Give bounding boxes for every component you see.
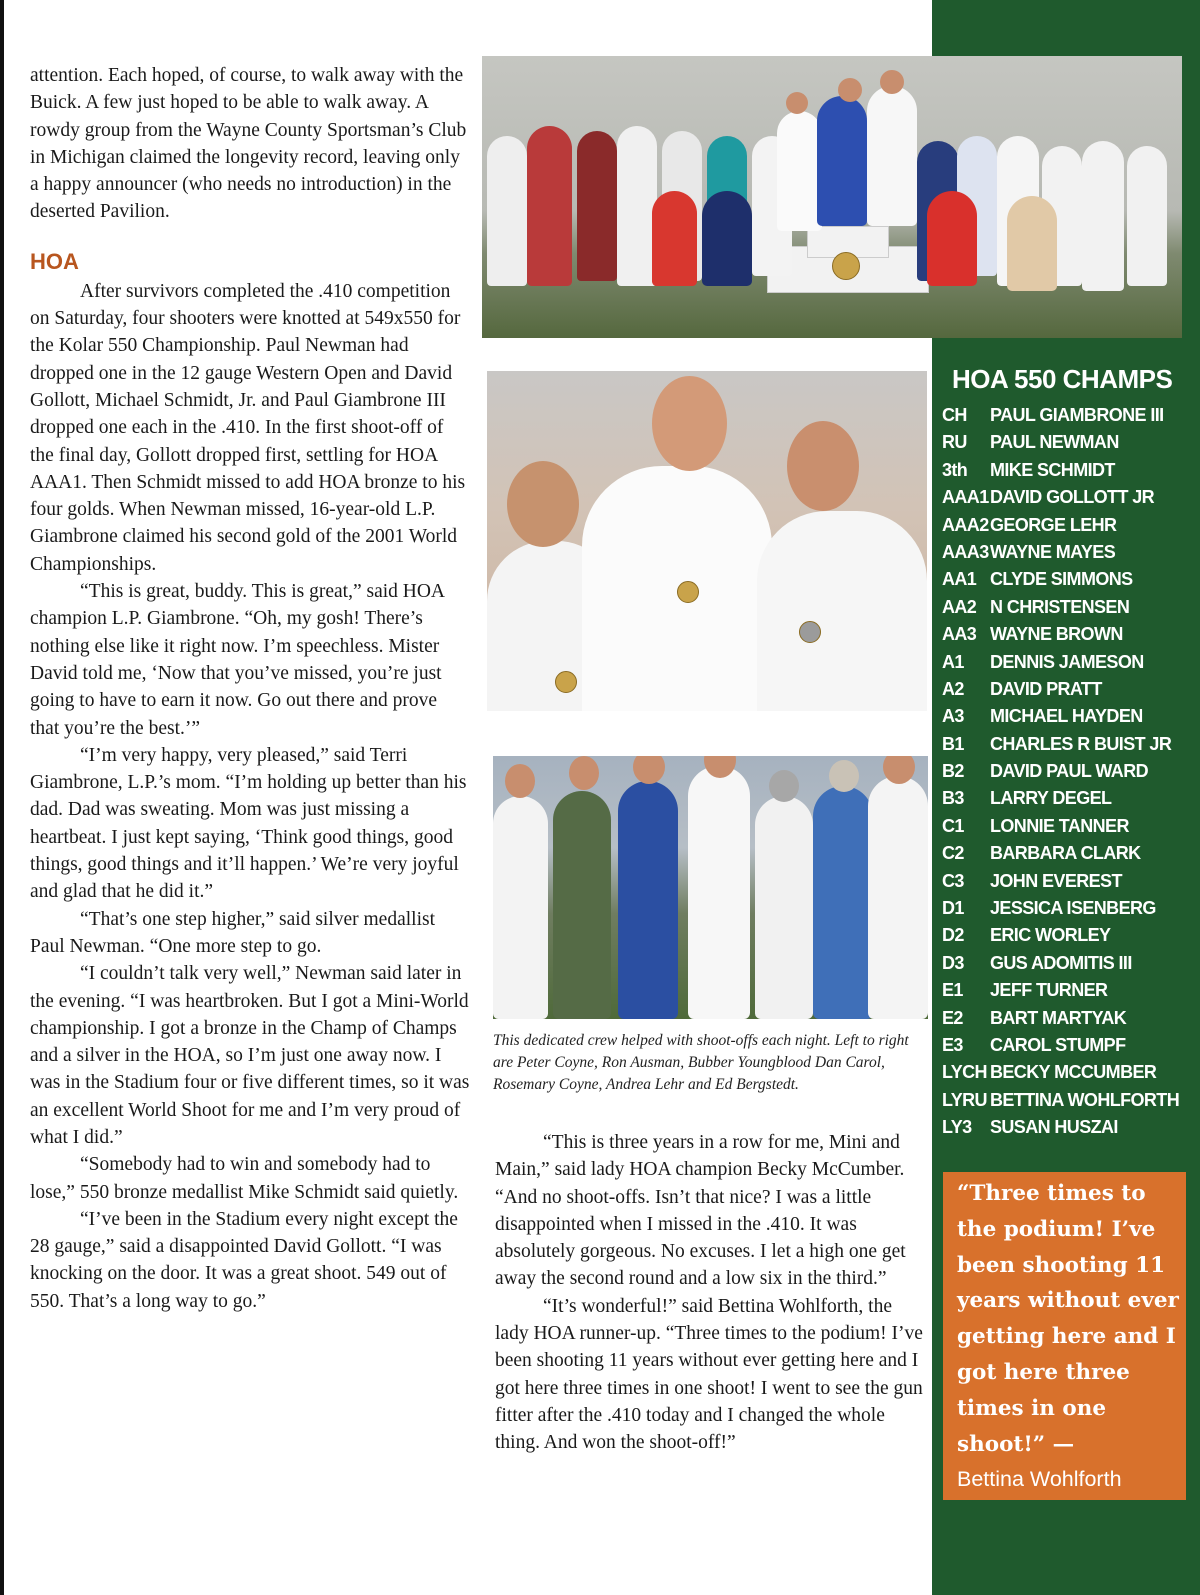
champion-class: A3 <box>942 706 964 727</box>
body-paragraph: “This is three years in a row for me, Mini and Main,” said lady HOA champion Becky McCumber. “And no shoot-offs. Isn’t that nice? I was a little disappointed when I missed in the .410. It was absolutely gorgeous. No excuses. I let a high one get away the second round and a low six in the third.” <box>495 1132 906 1290</box>
body-paragraph: “This is great, buddy. This is great,” said HOA champion L.P. Giambrone. “Oh, my gosh! There’s nothing else like it right now. I’m speechless. Mister David told me, ‘Now that you’ve missed, you’re just going to have to earn it now. Go out there and prove that you’re the best.’” <box>30 581 444 739</box>
champions-title: HOA 550 CHAMPS <box>952 364 1173 394</box>
article-left-column <box>30 62 470 1315</box>
champion-class: E2 <box>942 1007 963 1028</box>
champion-name: BETTINA WOHLFORTH <box>990 1089 1180 1110</box>
champion-class: LYCH <box>942 1062 987 1083</box>
champion-row <box>942 484 1192 511</box>
champion-class: A1 <box>942 651 964 672</box>
crew-photo <box>493 756 928 1019</box>
champion-row <box>942 868 1192 895</box>
champion-name: MICHAEL HAYDEN <box>990 706 1143 727</box>
champion-name: BART MARTYAK <box>990 1007 1127 1028</box>
champion-name: GEORGE LEHR <box>990 514 1117 535</box>
champion-name: CLYDE SIMMONS <box>990 569 1133 590</box>
champion-class: RU <box>942 432 967 453</box>
medal-icon <box>555 671 577 693</box>
pull-quote: “Three times to the podium! I’ve been shooting 11 years without ever getting here and I got here three times in one shoot!” — <box>957 1181 1179 1457</box>
champion-row <box>942 429 1192 456</box>
champion-name: LARRY DEGEL <box>990 788 1112 809</box>
lady-champions-photo <box>487 371 927 711</box>
champions-list <box>942 402 1192 1142</box>
champion-row <box>942 1005 1192 1032</box>
champion-row <box>942 731 1192 758</box>
body-paragraph: “It’s wonderful!” said Bettina Wohlforth, the lady HOA runner-up. “Three times to the podium! I’ve been shooting 11 years without ever getting here and I got here three times in one shoot! I went to see the gun fitter after the .410 today and I changed the whole thing. And won the shoot-off!” <box>495 1295 923 1454</box>
champion-row <box>942 977 1192 1004</box>
champion-name: GUS ADOMITIS III <box>990 952 1132 973</box>
champion-name: DENNIS JAMESON <box>990 651 1144 672</box>
champion-class: C1 <box>942 815 964 836</box>
champion-name: CHARLES R BUIST JR <box>990 733 1172 754</box>
champion-class: C3 <box>942 870 964 891</box>
champion-row <box>942 1032 1192 1059</box>
champion-row <box>942 922 1192 949</box>
champion-row <box>942 785 1192 812</box>
champion-row <box>942 758 1192 785</box>
intro-paragraph: attention. Each hoped, of course, to walk away with the Buick. A few just hoped to be able to walk away. A rowdy group from the Wayne County Sportsman’s Club in Michigan claimed the longevity record, leaving only a happy announcer (who needs no introduction) in the deserted Pavilion. <box>30 65 467 223</box>
champion-name: SUSAN HUSZAI <box>990 1117 1118 1138</box>
body-paragraph: “I couldn’t talk very well,” Newman said later in the evening. “I was heartbroken. But I got a Mini-World championship. I got a bronze in the Champ of Champs and a silver in the HOA, so I’m just one away now. I was in the Stadium four or five different times, so it was an excellent World Shoot for me and I’m very proud of what I did.” <box>30 963 470 1148</box>
photo-caption: This dedicated crew helped with shoot-offs each night. Left to right are Peter Coyne, Ron Ausman, Bubber Youngblood Dan Carol, Rosemary Coyne, Andrea Lehr and Ed Bergstedt. <box>493 1032 909 1093</box>
champion-class: D3 <box>942 952 964 973</box>
champion-name: DAVID PAUL WARD <box>990 761 1149 782</box>
champion-class: C2 <box>942 843 964 864</box>
body-paragraph: “Somebody had to win and somebody had to lose,” 550 bronze medallist Mike Schmidt said quietly. <box>30 1154 459 1203</box>
champion-name: N CHRISTENSEN <box>990 596 1130 617</box>
champion-row <box>942 703 1192 730</box>
champion-class: LY3 <box>942 1117 972 1138</box>
podium-emblem <box>832 252 860 280</box>
body-paragraph: “I’ve been in the Stadium every night except the 28 gauge,” said a disappointed David Gollott. “I was knocking on the door. It was a great shoot. 549 out of 550. That’s a long way to go.” <box>30 1208 458 1312</box>
body-paragraph: “That’s one step higher,” said silver medallist Paul Newman. “One more step to go. <box>30 908 435 957</box>
champion-class: B3 <box>942 788 964 809</box>
champion-name: JESSICA ISENBERG <box>990 898 1156 919</box>
champion-class: AAA1 <box>942 487 989 508</box>
article-middle-column <box>495 1129 927 1457</box>
pull-quote-attribution: Bettina Wohlforth <box>957 1467 1122 1491</box>
champion-row <box>942 676 1192 703</box>
champion-class: B1 <box>942 733 964 754</box>
champion-class: D2 <box>942 925 964 946</box>
champion-name: CAROL STUMPF <box>990 1034 1126 1055</box>
champion-name: ERIC WORLEY <box>990 925 1111 946</box>
champion-row <box>942 1114 1192 1141</box>
champion-name: WAYNE MAYES <box>990 541 1116 562</box>
champion-class: AA2 <box>942 596 977 617</box>
champion-class: A2 <box>942 678 964 699</box>
champion-class: LYRU <box>942 1089 987 1110</box>
champion-name: PAUL NEWMAN <box>990 432 1119 453</box>
champion-row <box>942 1059 1192 1086</box>
champion-name: JOHN EVEREST <box>990 870 1122 891</box>
champion-row <box>942 512 1192 539</box>
champion-class: E1 <box>942 980 963 1001</box>
champion-row <box>942 457 1192 484</box>
champion-name: BARBARA CLARK <box>990 843 1141 864</box>
champion-class: CH <box>942 405 967 425</box>
champion-row <box>942 539 1192 566</box>
champion-name: DAVID PRATT <box>990 678 1102 699</box>
body-paragraph: “I’m very happy, very pleased,” said Terri Giambrone, L.P.’s mom. “I’m holding up better than his dad. Dad was sweating. Mom was just missing a heartbeat. I just kept saying, ‘Think good things, good things, good things and it’ll happen.’ We’re very joyful and glad that he did it.” <box>30 744 467 903</box>
champion-row <box>942 649 1192 676</box>
group-podium-photo <box>482 56 1182 338</box>
champion-row <box>942 1087 1192 1114</box>
champion-row <box>942 594 1192 621</box>
champion-row <box>942 895 1192 922</box>
champion-row <box>942 950 1192 977</box>
champion-name: LONNIE TANNER <box>990 815 1129 836</box>
champion-class: AAA2 <box>942 514 989 535</box>
champion-class: AA1 <box>942 569 977 590</box>
body-paragraph: After survivors completed the .410 competition on Saturday, four shooters were knotted at 549x550 for the Kolar 550 Championship. Paul Newman had dropped one in the 12 gauge Western Open and David Gollott, Michael Schmidt, Jr. and Paul Giambrone III dropped one each in the .410. In the first shoot-off of the final day, Gollott dropped first, settling for HOA AAA1. Then Schmidt missed to add HOA bronze to his four golds. When Newman missed, 16-year-old L.P. Giambrone claimed his second gold of the 2001 World Championships. <box>30 280 466 575</box>
champion-class: AAA3 <box>942 541 989 562</box>
champion-class: AA3 <box>942 624 977 645</box>
champion-name: JEFF TURNER <box>990 980 1108 1001</box>
medal-icon <box>677 581 699 603</box>
champion-row <box>942 566 1192 593</box>
champion-class: B2 <box>942 761 964 782</box>
champion-name: MIKE SCHMIDT <box>990 459 1115 480</box>
champion-row <box>942 840 1192 867</box>
medal-icon <box>799 621 821 643</box>
champion-row <box>942 621 1192 648</box>
section-heading: HOA <box>30 248 79 274</box>
champion-name: WAYNE BROWN <box>990 624 1123 645</box>
champion-name: DAVID GOLLOTT JR <box>990 487 1155 508</box>
champion-name: PAUL GIAMBRONE III <box>990 405 1164 425</box>
champion-class: D1 <box>942 898 964 919</box>
champion-row <box>942 402 1192 429</box>
champion-row <box>942 813 1192 840</box>
champion-name: BECKY MCCUMBER <box>990 1062 1157 1083</box>
champion-class: E3 <box>942 1034 963 1055</box>
champion-class: 3th <box>942 459 968 480</box>
page-edge-rule <box>0 0 4 1595</box>
